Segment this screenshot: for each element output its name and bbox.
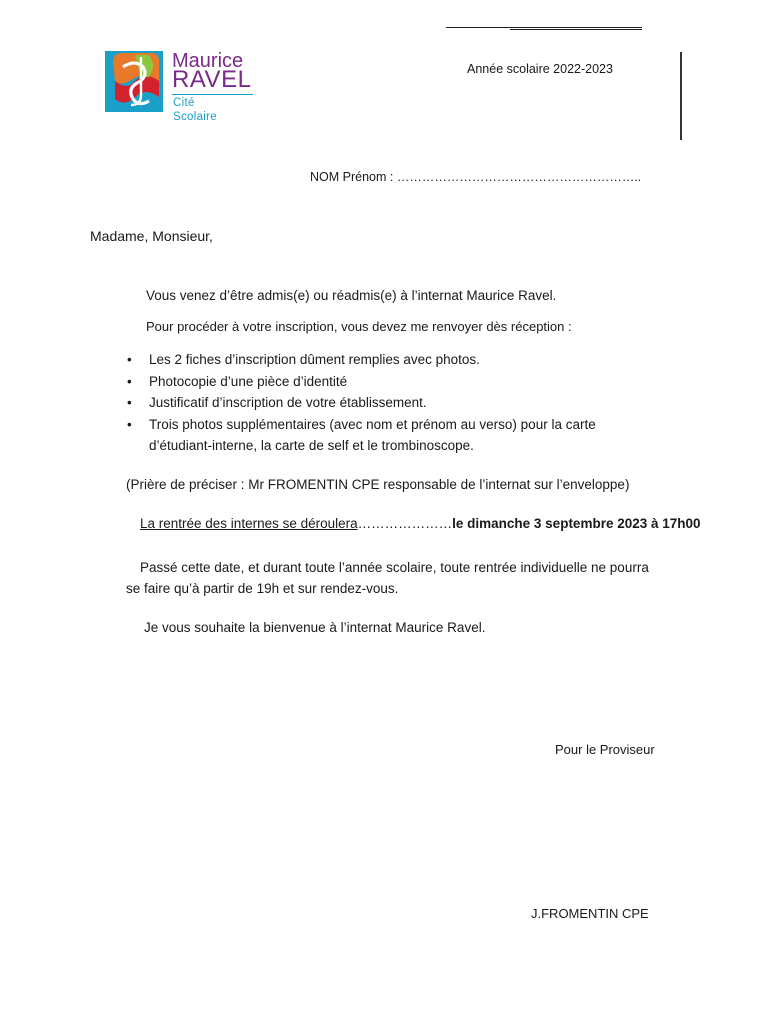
margin-bar (680, 52, 682, 140)
logo-divider (172, 94, 253, 95)
bullet-icon: • (127, 416, 132, 432)
top-rule (446, 27, 642, 28)
document-list (127, 349, 647, 457)
envelope-note: (Prière de préciser : Mr FROMENTIN CPE responsable de l’internat sur l’enveloppe) (126, 477, 630, 492)
list-item: • Photocopie d’une pièce d’identité (127, 371, 647, 393)
logo-line-3: Cité Scolaire (173, 97, 217, 123)
after-date-line-1: Passé cette date, et durant toute l’année scolaire, toute rentrée individuelle ne pourra (140, 560, 649, 575)
rentree-label: La rentrée des internes se déroulera (140, 516, 358, 531)
signature: J.FROMENTIN CPE (531, 906, 649, 921)
logo-mark-icon (105, 51, 163, 112)
logo-line-1: Maurice (172, 50, 244, 72)
closing: Pour le Proviseur (555, 742, 655, 757)
bullet-icon: • (127, 352, 132, 367)
top-rule-short (510, 29, 642, 30)
intro-paragraph: Vous venez d’être admis(e) ou réadmis(e) à l’internat Maurice Ravel. (146, 288, 557, 303)
list-item-continuation: d’étudiant-interne, la carte de self et le trombinoscope. (149, 438, 474, 453)
school-year: Année scolaire 2022-2023 (467, 62, 613, 76)
school-logo (105, 50, 265, 123)
list-item: • Justificatif d’inscription de votre établissement. (127, 392, 647, 414)
rentree-dots: ………………… (357, 516, 453, 531)
rentree-date: le dimanche 3 septembre 2023 à 17h00 (452, 516, 701, 531)
rentree-line (140, 516, 701, 531)
welcome-paragraph: Je vous souhaite la bienvenue à l’internat Maurice Ravel. (144, 620, 486, 635)
bullet-icon: • (127, 395, 132, 410)
after-date-line-2: se faire qu’à partir de 19h et sur rendez-vous. (126, 581, 399, 596)
name-field: NOM Prénom : ………………………………………………….. (310, 170, 642, 184)
list-item: • Les 2 fiches d’inscription dûment remplies avec photos. (127, 349, 647, 371)
salutation: Madame, Monsieur, (90, 228, 213, 244)
bullet-icon: • (127, 373, 132, 389)
logo-line-2: RAVEL (172, 66, 252, 93)
request-paragraph: Pour procéder à votre inscription, vous devez me renvoyer dès réception : (146, 319, 572, 334)
list-item: • Trois photos supplémentaires (avec nom et prénom au verso) pour la carte (127, 414, 647, 436)
